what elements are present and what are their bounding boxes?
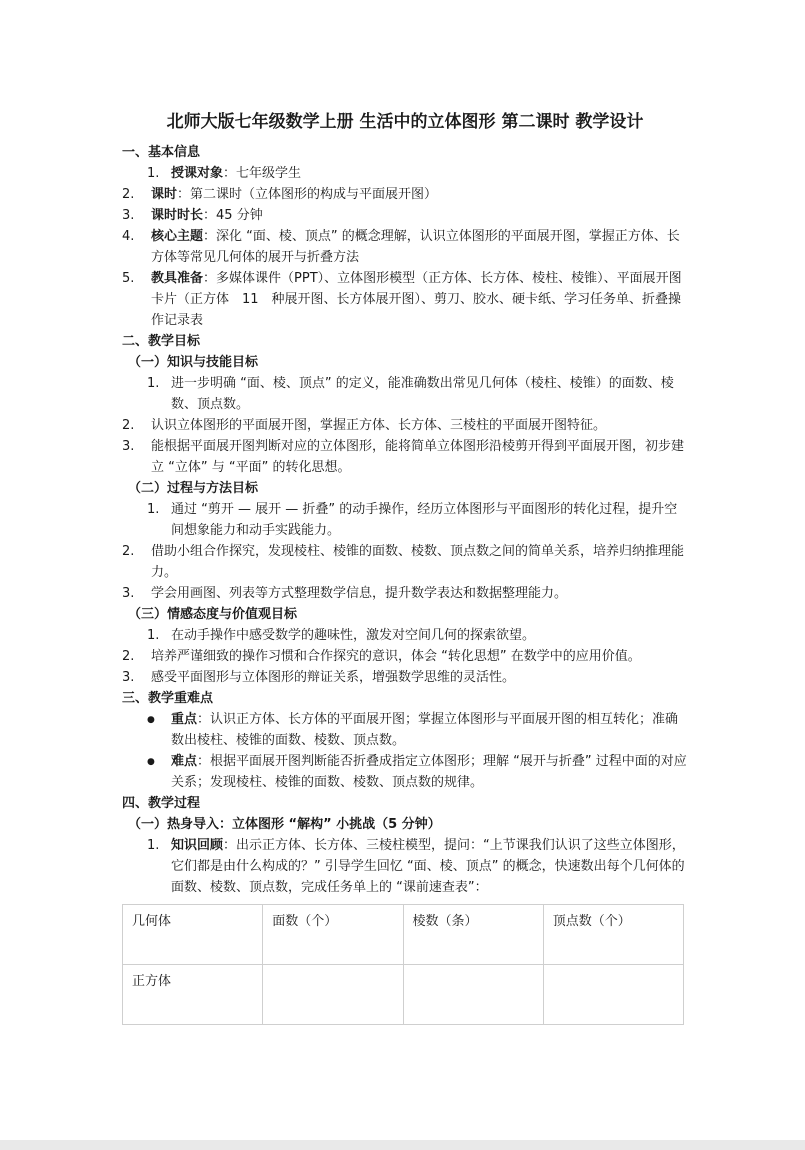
list-number: 1. [147,628,160,643]
table-header-cell: 面数（个） [263,905,403,965]
table-header-cell: 几何体 [123,905,263,965]
list-text: 能根据平面展开图判断对应的立体图形，能将简单立体图形沿棱剪开得到平面展开图，初步建立 “立体” 与 “平面” 的转化思想。 [151,439,685,475]
table-cell [403,965,543,1025]
list-item [122,163,688,184]
item-label: 知识回顾 [171,838,224,853]
list-item [122,646,688,667]
table-cell [543,965,683,1025]
list-number: 3. [122,670,135,685]
list-number: 3. [122,586,135,601]
list-item [122,226,688,268]
list-item [122,835,688,898]
item-body: ：第二课时（立体图形的构成与平面展开图） [177,187,438,202]
list-item [122,667,688,688]
item-body: ：45 分钟 [203,208,263,223]
list-text [151,226,688,268]
list-text: 学会用画图、列表等方式整理数学信息，提升数学表达和数据整理能力。 [151,586,568,601]
list-number: 2. [122,418,135,433]
item-body: ：多媒体课件（PPT）、立体图形模型（正方体、长方体、棱柱、棱锥）、平面展开图卡片（正方体 11 种展开图、长方体展开图）、剪刀、胶水、硬卡纸、学习任务单、折叠操作记录表 [151,271,682,328]
table-cell [263,965,403,1025]
section-heading-process: 四、教学过程 [122,796,201,811]
list-text: 培养严谨细致的操作习惯和合作探究的意识，体会 “转化思想” 在数学中的应用价值。 [151,649,641,664]
list-item [122,268,688,331]
list-text [151,268,688,331]
table-header-row [123,905,684,965]
list-item [122,625,688,646]
item-label: 重点 [171,712,198,727]
list-number: 2. [122,649,135,664]
list-text: 认识立体图形的平面展开图，掌握正方体、长方体、三棱柱的平面展开图特征。 [151,418,607,433]
subsection-heading-warmup: （一）热身导入：立体图形 “解构” 小挑战（5 分钟） [128,817,441,832]
list-number: 3. [122,208,135,223]
bullet-text [171,709,688,751]
item-body: ：根据平面展开图判断能否折叠成指定立体图形；理解 “展开与折叠” 过程中面的对应关系；发现棱柱、棱锥的面数、棱数、顶点数的规律。 [171,754,687,790]
list-number: 1. [147,166,160,181]
page-bottom-edge [0,1140,805,1150]
list-text [171,835,688,898]
list-item [122,184,688,205]
bullet-item-key [122,709,688,751]
bullet-text [171,751,688,793]
page-title: 北师大版七年级数学上册 生活中的立体图形 第二课时 教学设计 [166,112,644,132]
list-text: 进一步明确 “面、棱、顶点” 的定义，能准确数出常见几何体（棱柱、棱锥）的面数、棱数、顶点数。 [171,376,674,412]
item-body: ：深化 “面、棱、顶点” 的概念理解，认识立体图形的平面展开图，掌握正方体、长方体等常见几何体的展开与折叠方法 [151,229,680,265]
list-number: 1. [147,376,160,391]
list-number: 1. [147,502,160,517]
document-body [122,104,688,1025]
item-label: 核心主题 [151,229,204,244]
table-header-cell: 棱数（条） [403,905,543,965]
section-heading-basic-info: 一、基本信息 [122,145,201,160]
list-text [171,163,688,184]
list-text: 感受平面图形与立体图形的辩证关系，增强数学思维的灵活性。 [151,670,516,685]
list-item [122,499,688,541]
item-body: ：认识正方体、长方体的平面展开图；掌握立体图形与平面展开图的相互转化；准确数出棱柱、棱锥的面数、棱数、顶点数。 [171,712,679,748]
table-header-cell: 顶点数（个） [543,905,683,965]
item-body: ：出示正方体、长方体、三棱柱模型，提问：“上节课我们认识了这些立体图形，它们都是由什么构成的？” 引导学生回忆 “面、棱、顶点” 的概念，快速数出每个几何体的面数、棱数、顶点数，完成任务单上的 “课前速查表”： [171,838,685,895]
subsection-heading-attitude: （三）情感态度与价值观目标 [128,607,298,622]
list-text: 在动手操作中感受数学的趣味性，激发对空间几何的探索欲望。 [171,628,536,643]
list-number: 4. [122,229,135,244]
list-number: 2. [122,187,135,202]
list-item [122,541,688,583]
list-number: 2. [122,544,135,559]
section-heading-objectives: 二、教学目标 [122,334,201,349]
item-label: 课时时长 [151,208,204,223]
list-text: 通过 “剪开 — 展开 — 折叠” 的动手操作，经历立体图形与平面图形的转化过程，提升空间想象能力和动手实践能力。 [171,502,678,538]
list-item [122,583,688,604]
subsection-heading-process: （二）过程与方法目标 [128,481,259,496]
bullet-icon [147,751,171,793]
quick-check-table [122,904,684,1025]
list-item [122,415,688,436]
list-item [122,436,688,478]
list-item [122,373,688,415]
table-cell: 正方体 [123,965,263,1025]
list-number: 5. [122,271,135,286]
list-text [151,184,688,205]
list-text: 借助小组合作探究，发现棱柱、棱锥的面数、棱数、顶点数之间的简单关系，培养归纳推理能力。 [151,544,685,580]
item-label: 课时 [151,187,178,202]
bullet-item-difficulty [122,751,688,793]
list-number: 1. [147,838,160,853]
item-label: 教具准备 [151,271,204,286]
section-heading-key-points: 三、教学重难点 [122,691,214,706]
item-body: ：七年级学生 [223,166,302,181]
list-number: 3. [122,439,135,454]
item-label: 难点 [171,754,198,769]
item-label: 授课对象 [171,166,224,181]
subsection-heading-knowledge: （一）知识与技能目标 [128,355,259,370]
list-text [151,205,688,226]
list-item [122,205,688,226]
table-row [123,965,684,1025]
bullet-icon [147,709,171,751]
